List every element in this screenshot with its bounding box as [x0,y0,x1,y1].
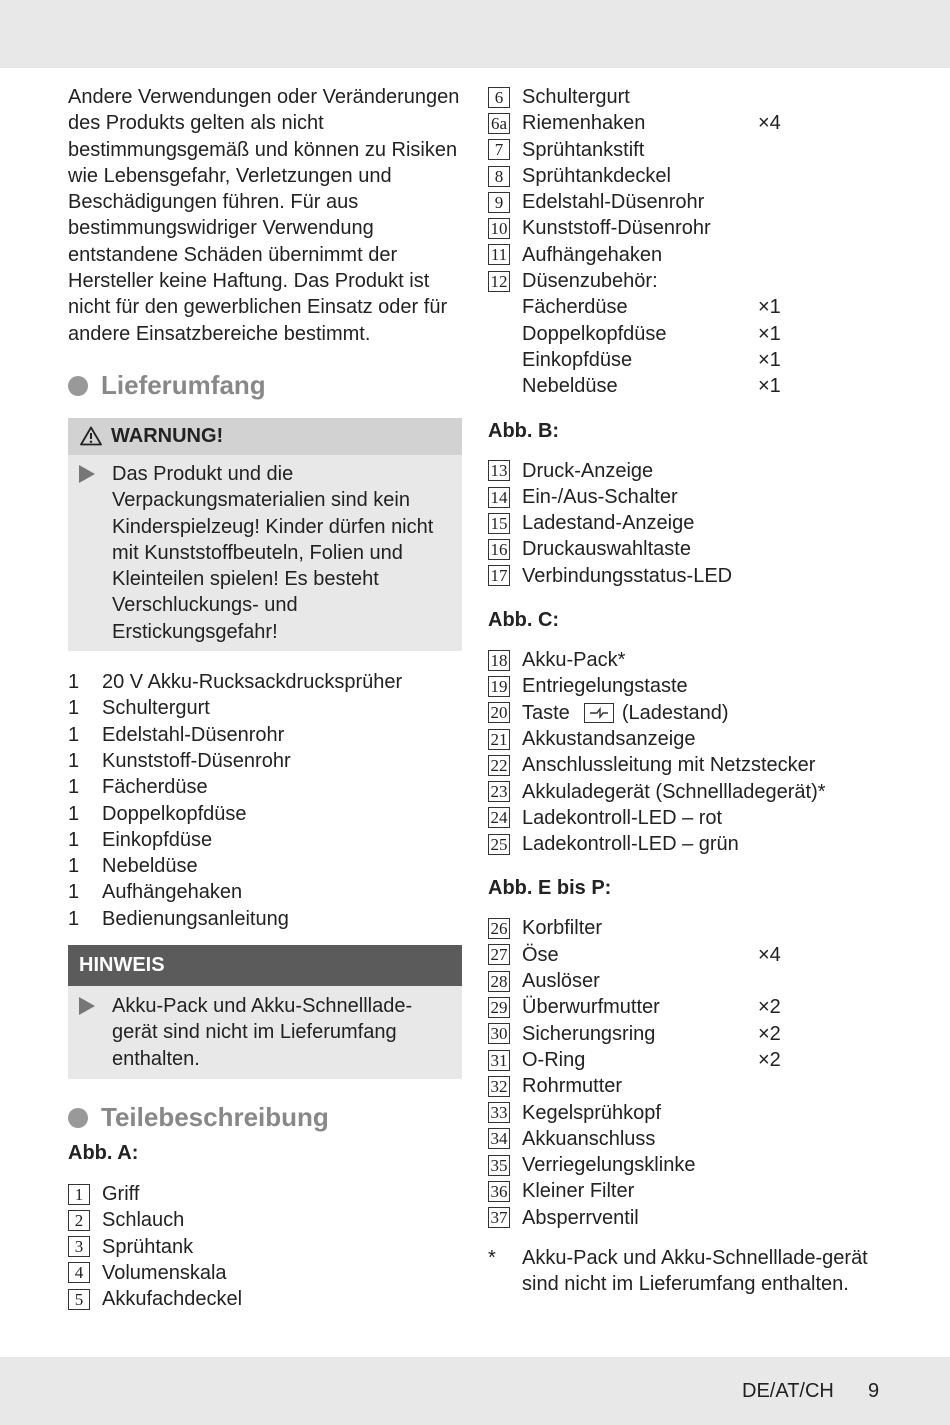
part-label: Kegelsprühkopf [522,1101,661,1124]
list-item [488,373,868,399]
part-number: 22 [488,755,510,776]
part-label: Schlauch [102,1209,185,1232]
parts-list-a [68,1181,462,1312]
part-label: Edelstahl-Düsenrohr [522,191,705,214]
right-column [488,84,868,1298]
header-bar [0,0,950,68]
parts-list-b [488,458,868,589]
part-number: 25 [488,834,510,855]
list-item [68,801,462,827]
part-label: Ladestand-Anzeige [522,512,695,535]
list-item [488,942,868,968]
part-number: 8 [488,166,510,187]
part-label: Sicherungsring [522,1022,656,1045]
item-quantity: 1 [68,671,80,694]
nozzle-list [488,294,868,399]
list-item [488,1021,868,1047]
list-item [68,1260,462,1286]
part-number: 9 [488,192,510,213]
part-number: 27 [488,944,510,965]
nozzle-label: Einkopfdüse [522,348,633,371]
list-item [488,458,868,484]
list-item [68,695,462,721]
part-number: 37 [488,1207,510,1228]
part-number: 12 [488,271,510,292]
item-quantity: 1 [68,802,80,825]
part-number: 4 [68,1262,90,1283]
list-item [488,1178,868,1204]
part-label: Auslöser [522,970,600,993]
part-number: 30 [488,1023,510,1044]
part-label: O-Ring [522,1048,586,1071]
part-label: Anschlussleitung mit Netzstecker [522,754,816,777]
part-number: 36 [488,1181,510,1202]
item-name: Nebeldüse [102,855,198,878]
warning-title: WARNUNG! [111,424,224,447]
part-number: 24 [488,807,510,828]
arrow-bullet-icon [79,465,95,483]
list-item [68,669,462,695]
warning-text: Das Produkt und die Verpackungsmaterialien sind kein Kinderspielzeug! Kinder dürfen nicht mit Kunststoffbeuteln, Folien und Kleinteilen spielen! Es besteht Verschluckungs- und Erstickungsgefahr! [112,462,434,643]
list-item [488,700,868,726]
list-item [488,805,868,831]
abb-e-label: Abb. E bis P: [488,877,612,900]
charge-level-button-icon [584,703,614,723]
list-item [68,1207,462,1233]
list-item [488,137,868,163]
part-number: 6a [488,113,510,134]
abb-c-label: Abb. C: [488,609,560,632]
part-number: 1 [68,1184,90,1205]
part-number: 29 [488,997,510,1018]
arrow-bullet-icon [79,997,95,1015]
part-label: Verriegelungsklinke [522,1154,696,1177]
part-count: ×2 [758,996,781,1019]
intro-paragraph: Andere Verwendungen oder Veränderungen des Produkts gelten als nicht bestimmungsgemäß und können zu Risiken wie Lebensgefahr, Verletzungen und Beschädigungen führen. Für aus bestimmungswidriger Verwendung entstandene Schäden übernimmt der Hersteller keine Haftung. Das Produkt ist nicht für den gewerblichen Einsatz oder für andere Einsatzbereiche bestimmt. [68,86,460,345]
part-label: Akkufachdeckel [102,1288,243,1311]
item-quantity: 1 [68,776,80,799]
list-item [488,1100,868,1126]
item-quantity: 1 [68,881,80,904]
item-quantity: 1 [68,907,80,930]
list-item [68,827,462,853]
part-count: ×2 [758,1048,781,1071]
part-number: 13 [488,460,510,481]
note-header: HINWEIS [68,945,462,986]
part-label: Volumenskala [102,1261,227,1284]
part-number: 21 [488,729,510,750]
part-label: Überwurfmutter [522,996,660,1019]
warning-triangle-icon [80,426,102,446]
item-name: Edelstahl-Düsenrohr [102,723,285,746]
nozzle-label: Fächerdüse [522,296,628,319]
part-number: 2 [68,1210,90,1231]
part-count: ×2 [758,1022,781,1045]
part-label: Sprühtankstift [522,138,645,161]
scope-of-delivery-list [68,669,462,932]
list-item [488,994,868,1020]
part-number: 23 [488,781,510,802]
parts-list-a-continued [488,84,868,294]
list-item [488,1073,868,1099]
part-label: Ladekontroll-LED – rot [522,806,723,829]
part-number: 34 [488,1128,510,1149]
footer-region: DE/AT/CH [742,1380,834,1402]
list-item [68,748,462,774]
list-item [488,321,868,347]
list-item [488,915,868,941]
left-column [68,84,462,1312]
part-number: 17 [488,565,510,586]
note-body [68,986,462,1079]
footnote-mark: * [488,1246,496,1269]
part-number: 16 [488,539,510,560]
part-label-suffix: (Ladestand) [621,701,729,724]
section-heading-teile [68,1098,462,1138]
part-label: Korbfilter [522,917,603,940]
note-box [68,945,462,1079]
item-name: Doppelkopfdüse [102,802,247,825]
parts-list-c-rest [488,726,868,857]
list-item [488,110,868,136]
parts-list-e [488,915,868,1231]
warning-box [68,418,462,651]
item-name: Fächerdüse [102,776,208,799]
note-text: Akku-Pack und Akku-Schnelllade-gerät sind nicht im Lieferumfang enthalten. [112,995,413,1070]
part-number: 15 [488,513,510,534]
part-number: 32 [488,1076,510,1097]
list-item [488,484,868,510]
part-label: Kleiner Filter [522,1180,635,1203]
part-label: Kunststoff-Düsenrohr [522,217,711,240]
item-name: Aufhängehaken [102,881,243,904]
list-item [488,968,868,994]
list-item [488,1047,868,1073]
list-item [488,752,868,778]
abb-b-label: Abb. B: [488,419,560,442]
nozzle-count: ×1 [758,322,781,345]
nozzle-count: ×1 [758,296,781,319]
list-item [488,1205,868,1231]
item-quantity: 1 [68,697,80,720]
part-number: 6 [488,87,510,108]
part-label: Ladekontroll-LED – grün [522,833,739,856]
list-item [488,1126,868,1152]
footnote-text: Akku-Pack und Akku-Schnelllade-gerät sind nicht im Lieferumfang enthalten. [522,1246,868,1296]
nozzle-count: ×1 [758,348,781,371]
item-name: 20 V Akku-Rucksackdrucksprüher [102,671,403,694]
list-item [488,563,868,589]
part-label: Düsenzubehör: [522,270,658,293]
item-name: Bedienungsanleitung [102,907,289,930]
list-item [488,268,868,294]
parts-list-c [488,647,868,857]
item-quantity: 1 [68,828,80,851]
teile-heading: Teilebeschreibung [101,1102,329,1133]
list-item [68,906,462,932]
list-item [488,189,868,215]
lieferumfang-heading: Lieferumfang [101,370,266,401]
part-label: Riemenhaken [522,112,646,135]
list-item [488,1152,868,1178]
part-label: Druck-Anzeige [522,459,654,482]
part-label: Öse [522,943,559,966]
part-label: Schultergurt [522,86,630,108]
list-item [68,1286,462,1312]
part-number: 31 [488,1050,510,1071]
list-item [68,722,462,748]
part-number: 26 [488,918,510,939]
part-number: 19 [488,676,510,697]
list-item [488,779,868,805]
bullet-dot-icon [68,376,88,396]
page-number: 9 [868,1380,880,1402]
section-heading-lieferumfang [68,366,462,406]
warning-header [68,418,462,455]
nozzle-label: Nebeldüse [522,375,618,398]
list-item [488,673,868,699]
part-label: Verbindungsstatus-LED [522,564,733,587]
part-label: Akkuanschluss [522,1127,656,1150]
part-number: 28 [488,971,510,992]
abb-a-label: Abb. A: [68,1141,139,1164]
part-number: 10 [488,218,510,239]
part-label: Akku-Pack* [522,649,626,672]
warning-body [68,455,462,651]
item-quantity: 1 [68,723,80,746]
part-label: Taste [522,701,570,724]
list-item [488,347,868,373]
list-item [68,1181,462,1207]
part-label: Griff [102,1182,140,1205]
list-item [488,215,868,241]
part-label: Sprühtank [102,1235,194,1258]
part-number: 33 [488,1102,510,1123]
nozzle-label: Doppelkopfdüse [522,322,667,345]
part-label: Druckauswahltaste [522,538,691,561]
part-number: 18 [488,650,510,671]
list-item [488,242,868,268]
part-label: Entriegelungstaste [522,675,688,698]
part-number: 20 [488,702,510,723]
list-item [68,879,462,905]
list-item [68,853,462,879]
list-item [488,163,868,189]
part-number: 14 [488,487,510,508]
part-count: ×4 [758,943,781,966]
list-item [488,294,868,320]
nozzle-count: ×1 [758,375,781,398]
item-name: Schultergurt [102,697,210,720]
list-item [68,774,462,800]
list-item [488,647,868,673]
list-item [488,84,868,110]
part-label: Aufhängehaken [522,243,663,266]
part-number: 35 [488,1155,510,1176]
part-label: Ein-/Aus-Schalter [522,485,678,508]
list-item [68,1234,462,1260]
footnote [488,1245,868,1298]
part-number: 5 [68,1289,90,1310]
item-name: Einkopfdüse [102,828,213,851]
list-item [488,510,868,536]
list-item [488,831,868,857]
part-number: 11 [488,244,510,265]
list-item [488,726,868,752]
part-label: Akkuladegerät (Schnellladegerät)* [522,780,826,803]
part-label: Rohrmutter [522,1075,623,1098]
part-label: Absperrventil [522,1206,639,1229]
item-quantity: 1 [68,855,80,878]
part-count: ×4 [758,112,781,135]
item-name: Kunststoff-Düsenrohr [102,749,291,772]
bullet-dot-icon [68,1108,88,1128]
part-number: 3 [68,1236,90,1257]
part-label: Sprühtankdeckel [522,164,671,187]
item-quantity: 1 [68,749,80,772]
list-item [488,536,868,562]
part-label: Akkustandsanzeige [522,727,696,750]
part-number: 7 [488,139,510,160]
